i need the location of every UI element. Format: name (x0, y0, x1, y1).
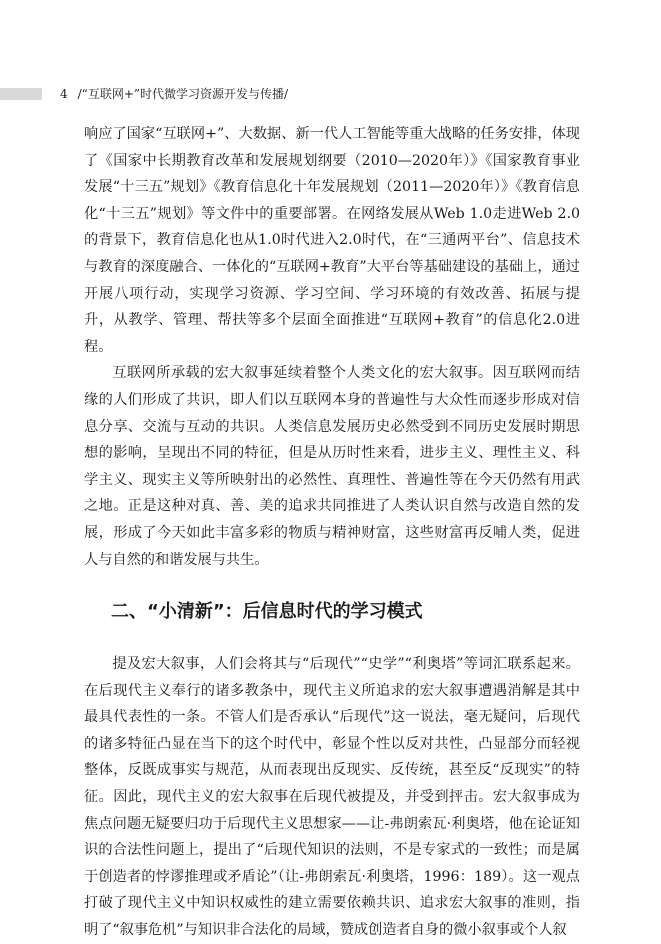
page-number: 4 (60, 87, 68, 101)
paragraph: 提及宏大叙事，人们会将其与“后现代”“史学”“利奥塔”等词汇联系起来。在后现代主义奉行的诸多教条中，现代主义所追求的宏大叙事遭遇消解是其中最具代表性的一条。不管人们是否承认“后现代”这一说法，毫无疑问，后现代的诸多特征凸显在当下的这个时代中，彰显个性以反对共性，凸显部分而轻视整体，反既成事实与规范，从而表现出反现实、反传统，甚至反“反现实”的特征。因此，现代主义的宏大叙事在后现代被提及，并受到抨击。宏大叙事成为焦点问题无疑要归功于后现代主义思想家——让-弗朗索瓦·利奥塔，他在论证知识的合法性问题上，提出了“后现代知识的法则，不是专家式的一致性；而是属于创造者的悖谬推理或矛盾论”（让-弗朗索瓦·利奥塔，1996：189）。这一观点打破了现代主义中知识权威性的建立需要依赖共识、追求宏大叙事的准则，指明了“叙事危机”与知识非合法化的局域，赞成创造者自身的微小叙事或个人叙 (84, 656, 580, 939)
section-heading: 二、“小清新”：后信息时代的学习模式 (111, 601, 423, 623)
body-text (84, 121, 580, 944)
paragraph-continued: 响应了国家“互联网+”、大数据、新一代人工智能等重大战略的任务安排，体现了《国家中长期教育改革和发展规划纲要（2010—2020年）》《国家教育事业发展“十三五”规划》《教育信息化十年发展规划（2011—2020年）》《教育信息化“十三五”规划》等文件中的重要部署。在网络发展从Web 1.0走进Web 2.0的背景下，教育信息化也从1.0时代进入2.0时代，在“三通两平台”、信息技术与教育的深度融合、一体化的“互联网+教育”大平台等基础建设的基础上，通过开展八项行动，实现学习资源、学习空间、学习环境的有效改善、拓展与提升，从教学、管理、帮扶等多个层面全面推进“互联网+教育”的信息化2.0进程。 (84, 126, 580, 355)
running-header (60, 86, 288, 102)
header-gray-bar (0, 88, 42, 100)
paragraph: 互联网所承载的宏大叙事延续着整个人类文化的宏大叙事。因互联网而结缘的人们形成了共识，即人们以互联网本身的普遍性与大众性而逐步形成对信息分享、交流与互动的共识。人类信息发展历史必然受到不同历史发展时期思想的影响，呈现出不同的特征，但是从历时性来看，进步主义、理性主义、科学主义、现实主义等所映射出的必然性、真理性、普遍性等在今天仍然有用武之地。正是这种对真、善、美的追求共同推进了人类认识自然与改造自然的发展，形成了今天如此丰富多彩的物质与精神财富，这些财富再反哺人类，促进人与自然的和谐发展与共生。 (84, 365, 580, 568)
running-title: /“互联网+”时代微学习资源开发与传播/ (77, 87, 289, 101)
